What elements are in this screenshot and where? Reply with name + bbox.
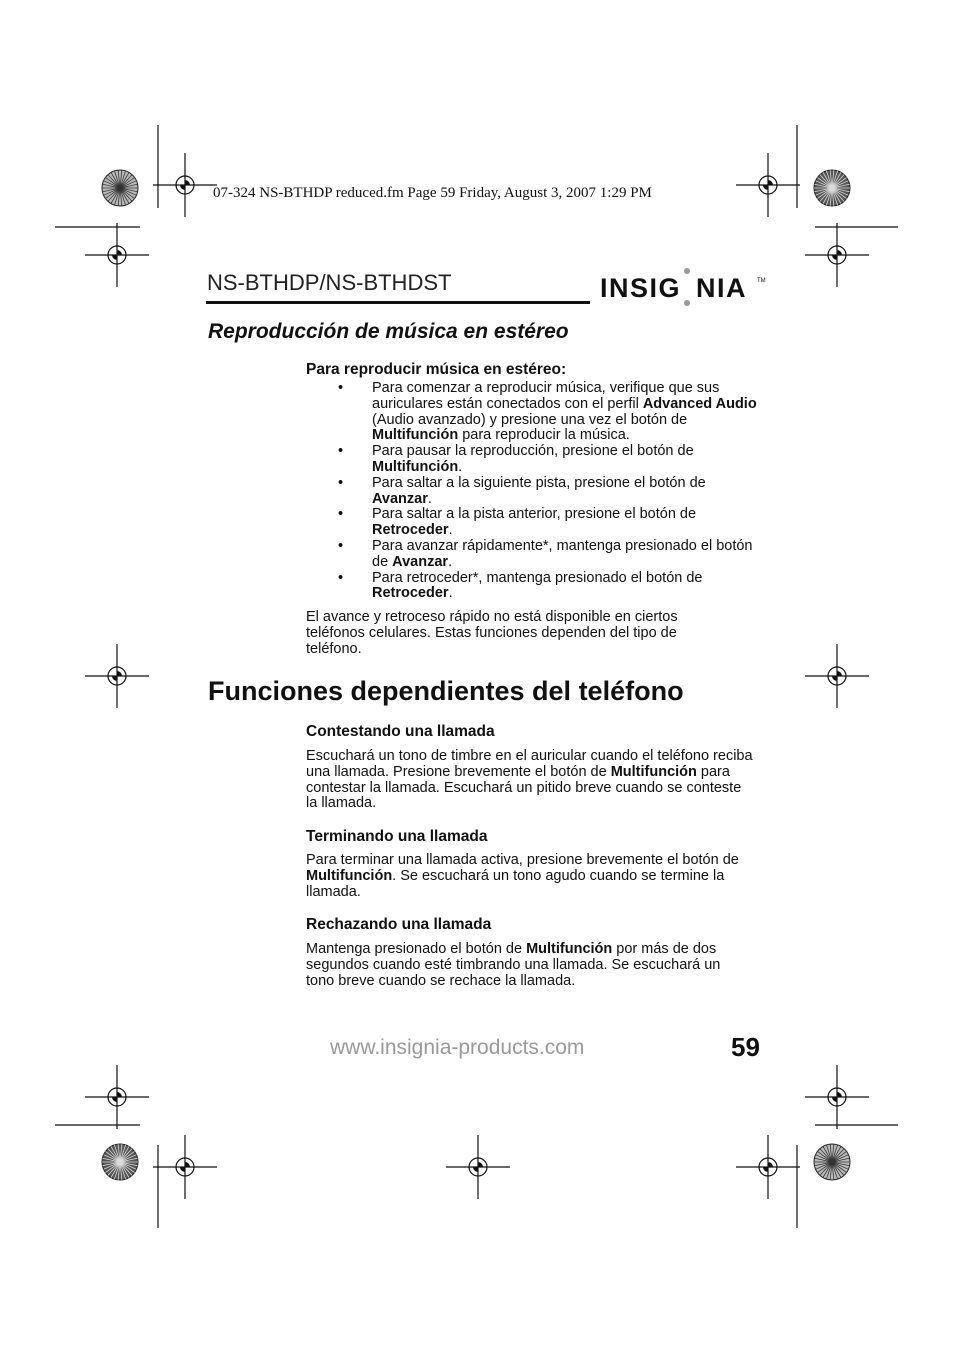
registration-crosshair [153, 153, 217, 217]
bullet-item: • Para comenzar a reproducir música, verifique que sus auriculares están conectados con el perfil Advanced Audio (Audio avanzado) y presione una vez el botón de Multifunción para reproducir la música. [338, 380, 757, 444]
registration-crosshair [446, 1135, 510, 1199]
rejecting-call-heading: Rechazando una llamada [306, 916, 492, 933]
starburst-target [102, 1144, 138, 1180]
svg-text:NIA: NIA [696, 273, 747, 303]
svg-text:TM: TM [757, 278, 766, 284]
model-number: NS-BTHDP/NS-BTHDST [207, 270, 452, 295]
bullet-dot: • [338, 506, 344, 523]
ending-call-heading: Terminando una llamada [306, 828, 488, 845]
svg-text:INSIG: INSIG [600, 273, 682, 303]
starburst-target [814, 1144, 850, 1180]
starburst-target [814, 170, 850, 206]
bullet-dot: • [338, 537, 344, 554]
ending-call-text: Para terminar una llamada activa, presione brevemente el botón de Multifunción. Se escuchará un tono agudo cuando se termine la llamada. [306, 852, 739, 900]
insignia-logo [600, 260, 770, 316]
rejecting-call-text: Mantenga presionado el botón de Multifunción por más de dos segundos cuando esté timbrando una llamada. Se escuchará un tono breve cuando se rechace la llamada. [306, 941, 721, 989]
stereo-note: El avance y retroceso rápido no está disponible en ciertos teléfonos celulares. Estas funciones dependen del tipo de teléfono. [306, 609, 678, 657]
bullet-dot: • [338, 569, 344, 586]
registration-crosshair [85, 644, 149, 708]
section-title-stereo: Reproducción de música en estéreo [208, 320, 569, 343]
registration-crosshair [85, 223, 149, 287]
bullet-item: • Para saltar a la siguiente pista, presione el botón de Avanzar. [338, 474, 706, 507]
bullet-item: • Para avanzar rápidamente*, mantenga presionado el botón de Avanzar. [338, 537, 753, 570]
bullet-item: • Para retroceder*, mantenga presionado el botón de Retroceder. [338, 569, 703, 602]
bullet-dot: • [338, 474, 344, 491]
registration-crosshair [85, 1065, 149, 1129]
section-title-phone-functions: Funciones dependientes del teléfono [208, 676, 684, 706]
print-slug: 07-324 NS-BTHDP reduced.fm Page 59 Friday, August 3, 2007 1:29 PM [213, 185, 652, 201]
starburst-target [102, 170, 138, 206]
bullet-dot: • [338, 443, 344, 460]
stereo-bullet-list [306, 381, 766, 602]
bullet-item: • Para saltar a la pista anterior, presione el botón de Retroceder. [338, 506, 697, 539]
header-rule [206, 301, 590, 304]
registration-crosshair [805, 223, 869, 287]
registration-crosshair [805, 644, 869, 708]
registration-crosshair [805, 1065, 869, 1129]
registration-crosshair [736, 153, 800, 217]
registration-crosshair [153, 1135, 217, 1199]
bullet-dot: • [338, 380, 344, 396]
website-url: www.insignia-products.com [330, 1036, 585, 1059]
page-number: 59 [731, 1032, 760, 1062]
bullet-item: • Para pausar la reproducción, presione el botón de Multifunción. [338, 443, 694, 475]
answering-call-heading: Contestando una llamada [306, 723, 495, 740]
stereo-subtitle: Para reproducir música en estéreo: [306, 361, 567, 378]
registration-crosshair [736, 1135, 800, 1199]
answering-call-text: Escuchará un tono de timbre en el auricular cuando el teléfono reciba una llamada. Presione brevemente el botón de Multifunción para contestar la llamada. Escuchará un pitido breve cuando se conteste la llamada. [306, 748, 753, 812]
